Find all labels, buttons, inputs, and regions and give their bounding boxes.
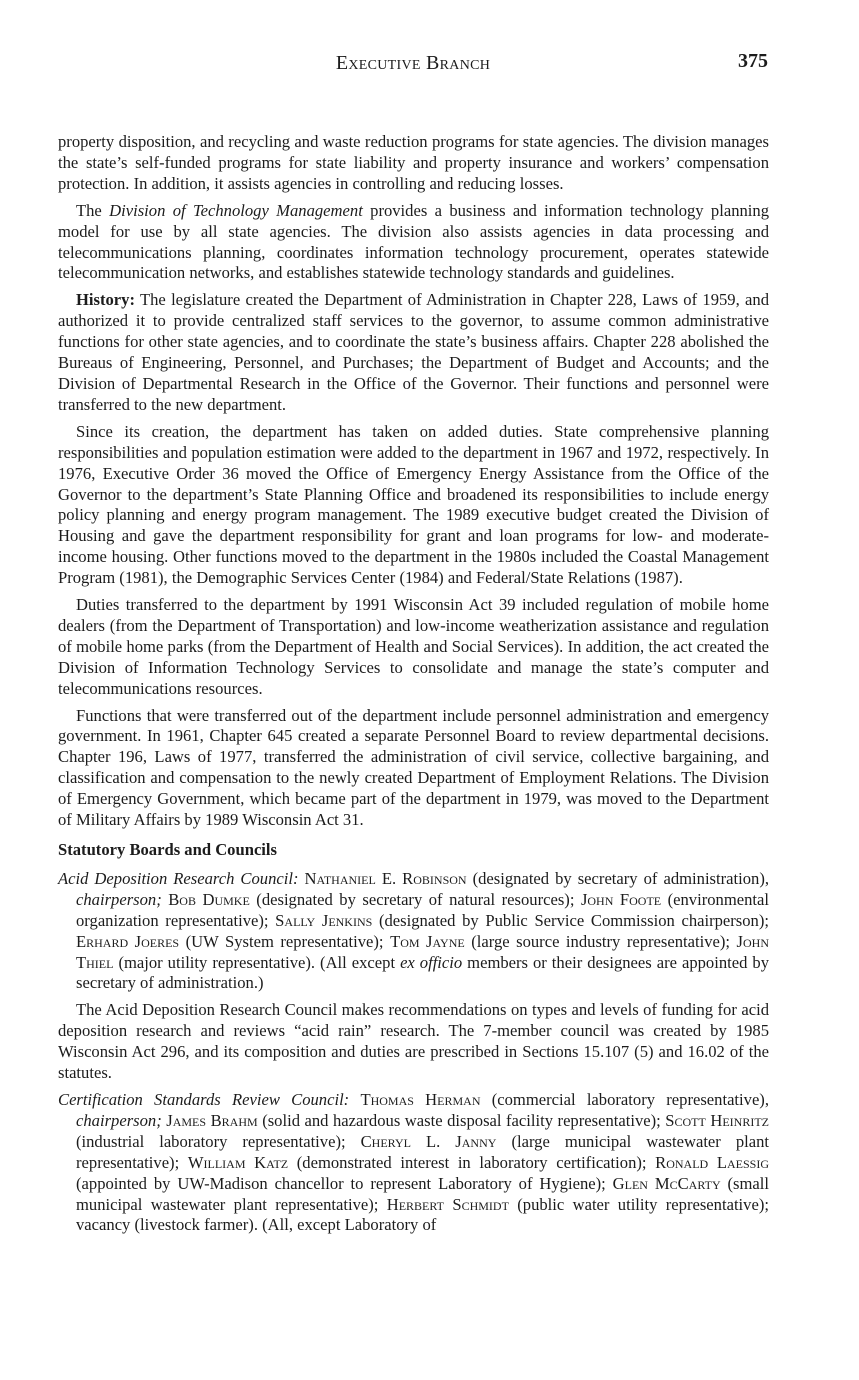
member-name: Tom Jayne [390,931,465,951]
paragraph-technology-management [58,201,769,285]
member-name: Glen McCarty [612,1173,721,1193]
text-run: (large source industry representative); [464,931,737,951]
paragraph-1991-act: Duties transferred to the department by 1991 Wisconsin Act 39 included regulation of mobile home dealers (from the Department of Transportation) and low-income weatherization assistance and regulation of mobile home parks (from the Department of Health and Social Services). In addition, the act created the Division of Information Technology Services to consolidate and manage the state’s computer and telecommunications resources. [58,595,769,698]
member-name: William Katz [187,1152,289,1172]
chair-label: chairperson; [76,1110,162,1130]
council-title: Certification Standards Review Council: [58,1089,350,1109]
text-run: The [76,200,110,220]
division-name: Division of Technology Management [109,200,363,220]
member-name: Ronald Laessig [655,1152,770,1172]
text-run: members or their designees are appointed by secretary of administration.) [76,952,769,993]
text-run: (public water utility representative); vacancy (livestock farmer). (All, except Laboratory of [76,1194,769,1235]
member-name: Sally Jenkins [275,910,373,930]
text-run: (designated by secretary of administration), [466,868,770,888]
text-run: (designated by Public Service Commission chairperson); [372,910,769,930]
text-run: (UW System representative); [179,931,391,951]
text-run: (demonstrated interest in laboratory certification); [288,1152,656,1172]
text-run: (designated by secretary of natural resources); [249,889,581,909]
paragraph-transferred-out: Functions that were transferred out of the department include personnel administration and emergency government. In 1961, Chapter 645 created a separate Personnel Board to review departmental decisions. Chapter 196, Laws of 1977, transferred the administration of civil service, collective bargaining, and classification and compensation to the newly created Department of Employment Relations. The Division of Emergency Government, which became part of the department in 1979, was moved to the Department of Military Affairs by 1989 Wisconsin Act 31. [58,705,769,830]
page-header [58,52,768,82]
section-heading: Statutory Boards and Councils [58,840,277,859]
council-entry-certification-standards [58,1090,769,1236]
text-run: (solid and hazardous waste disposal facility representative); [257,1110,666,1130]
paragraph-acid-description: The Acid Deposition Research Council makes recommendations on types and levels of funding for acid deposition research and reviews “acid rain” research. The 7-member council was created by 1985 Wisconsin Act 296, and its composition and duties are prescribed in Sections 15.107 (5) and 16.02 of the statutes. [58,1000,769,1083]
member-name: Bob Dumke [168,889,250,909]
member-name: John Foote [580,889,662,909]
member-name: John Thiel [76,931,769,972]
text-run: (industrial laboratory representative); [76,1131,361,1151]
page-number: 375 [738,50,768,72]
text-run: (environmental organization representative); [76,889,769,930]
member-name: Nathaniel E. Robinson [304,868,467,888]
council-entry-acid-deposition [58,869,769,994]
text-run: (major utility representative). (All except [113,952,401,972]
running-head: Executive Branch [335,52,491,74]
text-run: (small municipal wastewater plant representative); [76,1173,769,1214]
history-label: History: [76,290,135,310]
member-name: Herbert Schmidt [386,1194,509,1214]
member-name: Cheryl L. Janny [360,1131,497,1151]
council-title: Acid Deposition Research Council: [58,868,299,888]
ex-officio-term: ex officio [400,952,463,972]
member-name: Scott Heinritz [665,1110,769,1130]
paragraph-added-duties: Since its creation, the department has taken on added duties. State comprehensive planning responsibilities and population estimation were added to the department in 1967 and 1972, respectively. In 1976, Executive Order 36 moved the Office of Emergency Energy Assistance from the Office of the Governor to the department’s State Planning Office and broadened its responsibilities to include energy policy planning and energy program management. The 1989 executive budget created the Division of Housing and gave the department responsibility for grant and loan programs for low- and moderate-income housing. Other functions moved to the department in the 1980s included the Coastal Management Program (1981), the Demographic Services Center (1984) and Federal/State Relations (1987). [58,421,769,588]
text-run: The legislature created the Department of Administration in Chapter 228, Laws of 1959, and authorized it to provide centralized staff services to the governor, to assume common administrative functions for other state agencies, and to coordinate the state’s business affairs. Chapter 228 abolished the Bureaus of Engineering, Personnel, and Purchases; the Department of Budget and Accounts; and the Division of Departmental Research in the Office of the Governor. Their functions and personnel were transferred to the new department. [58,290,769,414]
text-run: (appointed by UW-Madison chancellor to represent Laboratory of Hygiene); [76,1173,613,1193]
member-name: James Brahm [166,1110,258,1130]
paragraph-history [58,290,769,415]
paragraph-continued: property disposition, and recycling and waste reduction programs for state agencies. The division manages the state’s self-funded programs for state liability and property insurance and workers’ compensation protection. In addition, it assists agencies in controlling and reducing losses. [58,132,769,193]
text-run: (commercial laboratory representative), [480,1089,769,1109]
member-name: Erhard Joeres [76,931,180,951]
member-name: Thomas Herman [360,1089,481,1109]
text-run: (large municipal wastewater plant representative); [76,1131,770,1172]
text-run: provides a business and information technology planning model for use by all state agencies. The division also assists agencies in data processing and telecommunications planning, coordinates information technology procurement, operates statewide telecommunication networks, and establishes statewide technology standards and guidelines. [58,200,769,283]
body-text [58,132,769,1242]
chair-label: chairperson; [76,889,162,909]
